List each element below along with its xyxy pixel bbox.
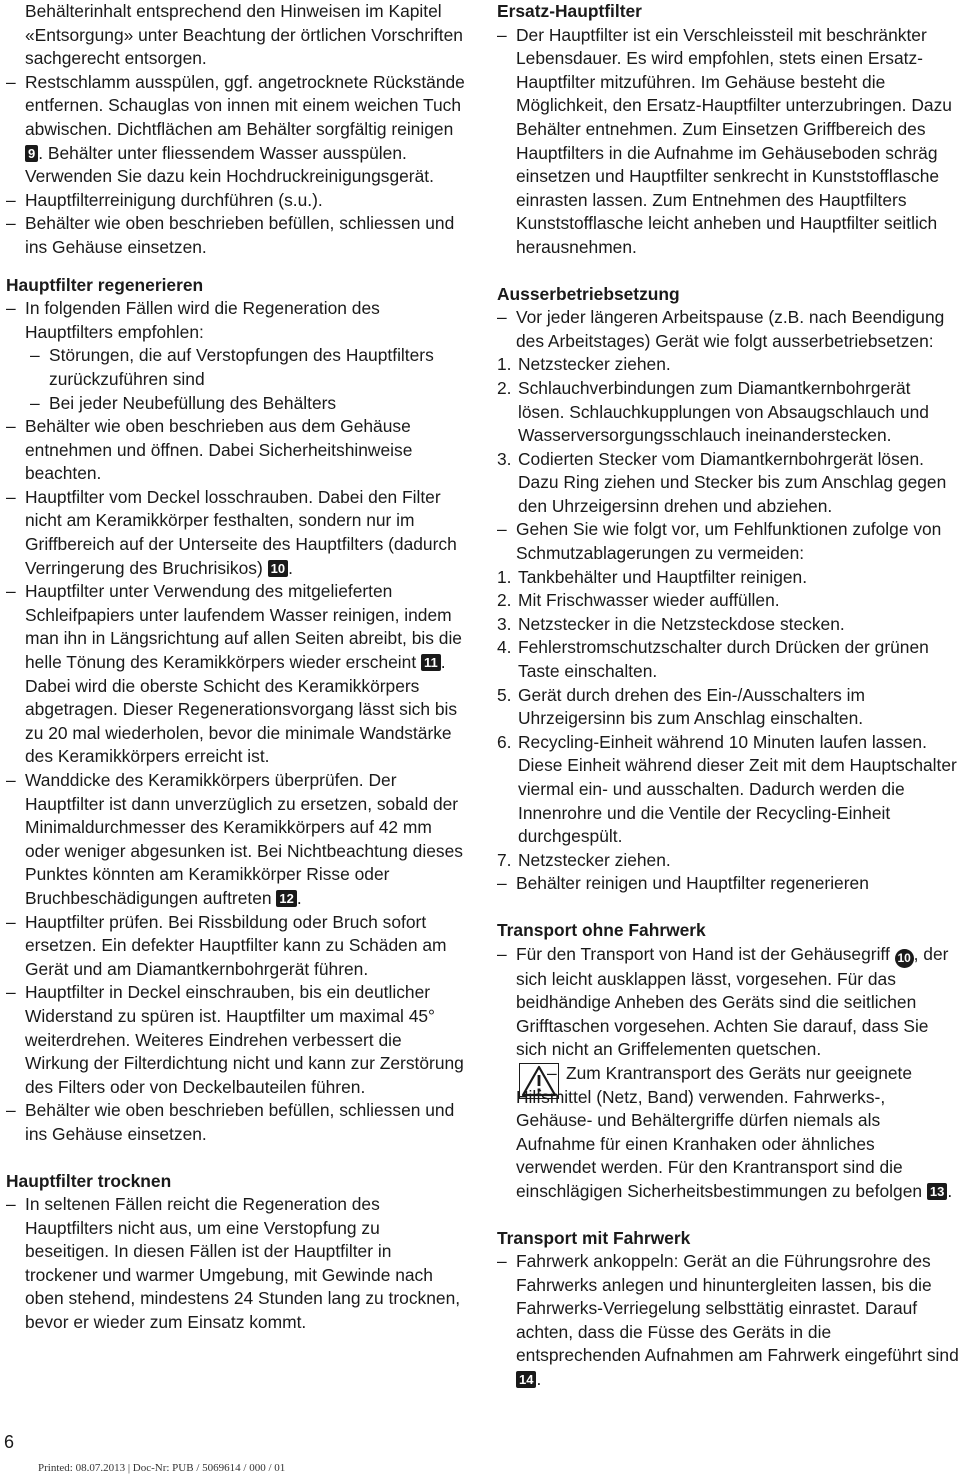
list-item: – Behälter wie oben beschrieben befüllen, schliessen und ins Gehäuse einsetzen. (6, 212, 468, 259)
numbered-item (497, 353, 959, 377)
figure-ref-badge: 12 (276, 890, 296, 907)
numbered-list (497, 566, 959, 873)
item-number: 3. (497, 613, 512, 634)
numbered-item (497, 589, 959, 613)
print-footer: Printed: 08.07.2013 | Doc-Nr: PUB / 5069614 / 000 / 01 (38, 1462, 286, 1474)
item-text: Mit Frischwasser wieder auffüllen. (518, 590, 780, 611)
numbered-item (497, 566, 959, 590)
list-item: – Hauptfilterreinigung durchführen (s.u.). (6, 189, 468, 213)
section-heading: Hauptfilter trocknen (6, 1170, 172, 1191)
numbered-list (497, 353, 959, 518)
item-text: Tankbehälter und Hauptfilter reinigen. (518, 566, 808, 587)
warning-block (497, 1062, 959, 1204)
list-item: – In folgenden Fällen wird die Regeneration des Hauptfilters empfohlen: (6, 297, 468, 344)
numbered-item (497, 731, 959, 849)
figure-ref-badge: 9 (25, 145, 38, 162)
section-heading: Ausserbetriebsetzung (497, 283, 680, 304)
list-item: – Für den Transport von Hand ist der Gehäusegriff 10 , der sich leicht ausklappen lässt, vorgesehen. Für das beidhändige Anheben des Geräts sind die seitlichen Grifftaschen vorgesehen. Achten Sie darauf, dass Sie sich nicht an Griffelementen quetschen. (497, 943, 959, 1062)
section-heading: Transport mit Fahrwerk (497, 1227, 691, 1248)
list-item: – Hauptfilter unter Verwendung des mitgelieferten Schleifpapiers unter laufendem Wasser reinigen, indem man ihn in Längsrichtung auf allen Seiten abreibt, bis die helle Tönung des Keramikkörpers wieder erscheint 11 . (6, 580, 468, 674)
item-text: Fehlerstromschutzschalter durch Drücken der grünen Taste einschalten. (518, 637, 929, 682)
paragraph: Behälterinhalt entsprechend den Hinweisen im Kapitel «Entsorgung» unter Beachtung der örtlichen Vorschriften sachgerecht entsorgen. (25, 1, 463, 69)
list-item: – Wanddicke des Keramikkörpers überprüfen. Der Hauptfilter ist dann unverzüglich zu ersetzen, sobald der Minimaldurchmesser des Keramikkörpers auf 42 mm oder weniger abgesunken ist. Bei Nichtbeachtung dieses Punktes könnten am Keramikkörper Risse oder Bruchbeschädigungen auftreten 12 . (6, 769, 468, 911)
page-number: 6 (4, 1432, 15, 1452)
item-number: 5. (497, 684, 512, 705)
sub-list-item: – Störungen, die auf Verstopfungen des Hauptfilters zurückzuführen sind (6, 344, 468, 391)
list-item: – Der Hauptfilter ist ein Verschleissteil mit beschränkter Lebensdauer. Es wird empfohlen, stets einen Ersatz-Hauptfilter mitzuführen. Im Gehäuse besteht die Möglichkeit, den Ersatz-Hauptfilter unterzubringen. Dazu Behälter entnehmen. Zum Einsetzen Griffbereich des Hauptfilters in die Aufnahme im Gehäuseboden schräg einsetzen und Hauptfilter senkrecht in Kunststofflasche einrasten lassen. Zum Entnehmen des Hauptfilters Kunststofflasche leicht anheben und Hauptfilter seitlich herausnehmen. (497, 24, 959, 260)
left-column (6, 0, 468, 1335)
list-item: – Behälter reinigen und Hauptfilter regenerieren (497, 872, 959, 896)
item-text: Codierten Stecker vom Diamantkernbohrgerät lösen. Dazu Ring ziehen und Stecker bis zum Anschlag gegen den Uhrzeigersinn drehen und abziehen. (518, 448, 947, 516)
figure-ref-badge: 13 (927, 1183, 947, 1200)
numbered-item (497, 636, 959, 683)
item-number: 7. (497, 849, 512, 870)
numbered-item (497, 377, 959, 448)
item-text: Netzstecker in die Netzsteckdose stecken. (518, 613, 845, 634)
list-item: – Restschlamm ausspülen, ggf. angetrocknete Rückstände entfernen. Schauglas von innen mit einem weichen Tuch abwischen. Dichtflächen am Behälter sorgfältig reinigen 9 . Behälter unter fliessendem Wasser ausspülen. Verwenden Sie dazu kein Hochdruckreinigungsgerät. (6, 71, 468, 189)
list-item: – Behälter wie oben beschrieben befüllen, schliessen und ins Gehäuse einsetzen. (6, 1099, 468, 1146)
list-item: – Gehen Sie wie folgt vor, um Fehlfunktionen zufolge von Schmutzablagerungen zu vermeiden: (497, 518, 959, 565)
item-text: Recycling-Einheit während 10 Minuten laufen lassen. Diese Einheit während dieser Zeit mit dem Hauptschalter viermal ein- und ausschalten. Dadurch werden die Innenrohre und die Ventile der Recycling-Einheit durchgespült. (518, 731, 957, 847)
list-item: – Zum Krantransport des Geräts nur geeignete Hilfsmittel (Netz, Band) verwenden. Fahrwerks-, Gehäuse- und Behältergriffe dürfen niemals als Aufnahme für einen Kranhaken oder ähnliches verwendet werden. Für den Krantransport sind die einschlägigen Sicherheitsbestimmungen zu befolgen 13 . (497, 1062, 959, 1204)
item-text: Netzstecker ziehen. (518, 354, 671, 375)
figure-ref-badge: 11 (421, 654, 441, 671)
item-number: 1. (497, 354, 512, 375)
list-item: – Vor jeder längeren Arbeitspause (z.B. nach Beendigung des Arbeitstages) Gerät wie folgt ausserbetriebsetzen: (497, 306, 959, 353)
section-heading: Ersatz-Hauptfilter (497, 1, 642, 21)
sub-list-item: – Bei jeder Neubefüllung des Behälters (6, 392, 468, 416)
figure-ref-circle: 10 (895, 949, 914, 968)
section-heading: Transport ohne Fahrwerk (497, 919, 706, 940)
list-item: – Fahrwerk ankoppeln: Gerät an die Führungsrohre des Fahrwerks anlegen und hinuntergleiten lassen, bis die Fahrwerks-Verriegelung selbsttätig einrastet. Darauf achten, dass die Füsse des Geräts in die entsprechenden Aufnahmen am Fahrwerk eingeführt sind 14 . (497, 1250, 959, 1392)
numbered-item (497, 448, 959, 519)
numbered-item (497, 613, 959, 637)
numbered-item (497, 849, 959, 873)
list-item: – In seltenen Fällen reicht die Regeneration des Hauptfilters nicht aus, um eine Verstopfung zu beseitigen. In diesen Fällen ist der Hauptfilter in trockener und warmer Umgebung, mit Gewinde nach oben stehend, mindestens 24 Stunden lang zu trocknen, bevor er wieder zum Einsatz kommt. (6, 1193, 468, 1335)
figure-ref-badge: 10 (268, 560, 288, 577)
item-text: Gerät durch drehen des Ein-/Ausschalters im Uhrzeigersinn bis zum Anschlag einschalten. (518, 684, 866, 729)
item-text: Schlauchverbindungen zum Diamantkernbohrgerät lösen. Schlauchkupplungen von Absaugschlauch und Wasserversorgungsschlauch ineinanderstecken. (518, 377, 929, 446)
item-text: Netzstecker ziehen. (518, 849, 671, 870)
item-number: 3. (497, 448, 512, 469)
paragraph: Dabei wird die oberste Schicht des Keramikkörpers abgetragen. Dieser Regenerationsvorgang lässt sich bis zu 20 mal wiederholen, bevor die minimale Wandstärke des Keramikkörpers erreicht ist. (25, 675, 458, 767)
list-item: – Hauptfilter in Deckel einschrauben, bis ein deutlicher Widerstand zu spüren ist. Hauptfilter um maximal 45° weiterdrehen. Weiteres Eindrehen verbessert die Wirkung der Filterdichtung nicht und kann zur Zerstörung des Filters oder von Deckelbauteilen führen. (6, 981, 468, 1099)
item-number: 6. (497, 731, 512, 752)
item-number: 2. (497, 377, 512, 398)
item-number: 2. (497, 590, 512, 611)
numbered-item (497, 684, 959, 731)
section-heading: Hauptfilter regenerieren (6, 274, 204, 295)
item-number: 4. (497, 637, 512, 658)
item-number: 1. (497, 566, 512, 587)
right-column (497, 0, 959, 1392)
figure-ref-badge: 14 (516, 1371, 536, 1388)
list-item: – Behälter wie oben beschrieben aus dem Gehäuse entnehmen und öffnen. Dabei Sicherheitshinweise beachten. (6, 415, 468, 486)
list-item: – Hauptfilter prüfen. Bei Rissbildung oder Bruch sofort ersetzen. Ein defekter Hauptfilter kann zu Schäden am Gerät und am Diamantkernbohrgerät führen. (6, 911, 468, 982)
list-item: – Hauptfilter vom Deckel losschrauben. Dabei den Filter nicht am Keramikkörper festhalten, sondern nur im Griffbereich auf der Unterseite des Hauptfilters (dadurch Verringerung des Bruchrisikos) 10 . (6, 486, 468, 580)
